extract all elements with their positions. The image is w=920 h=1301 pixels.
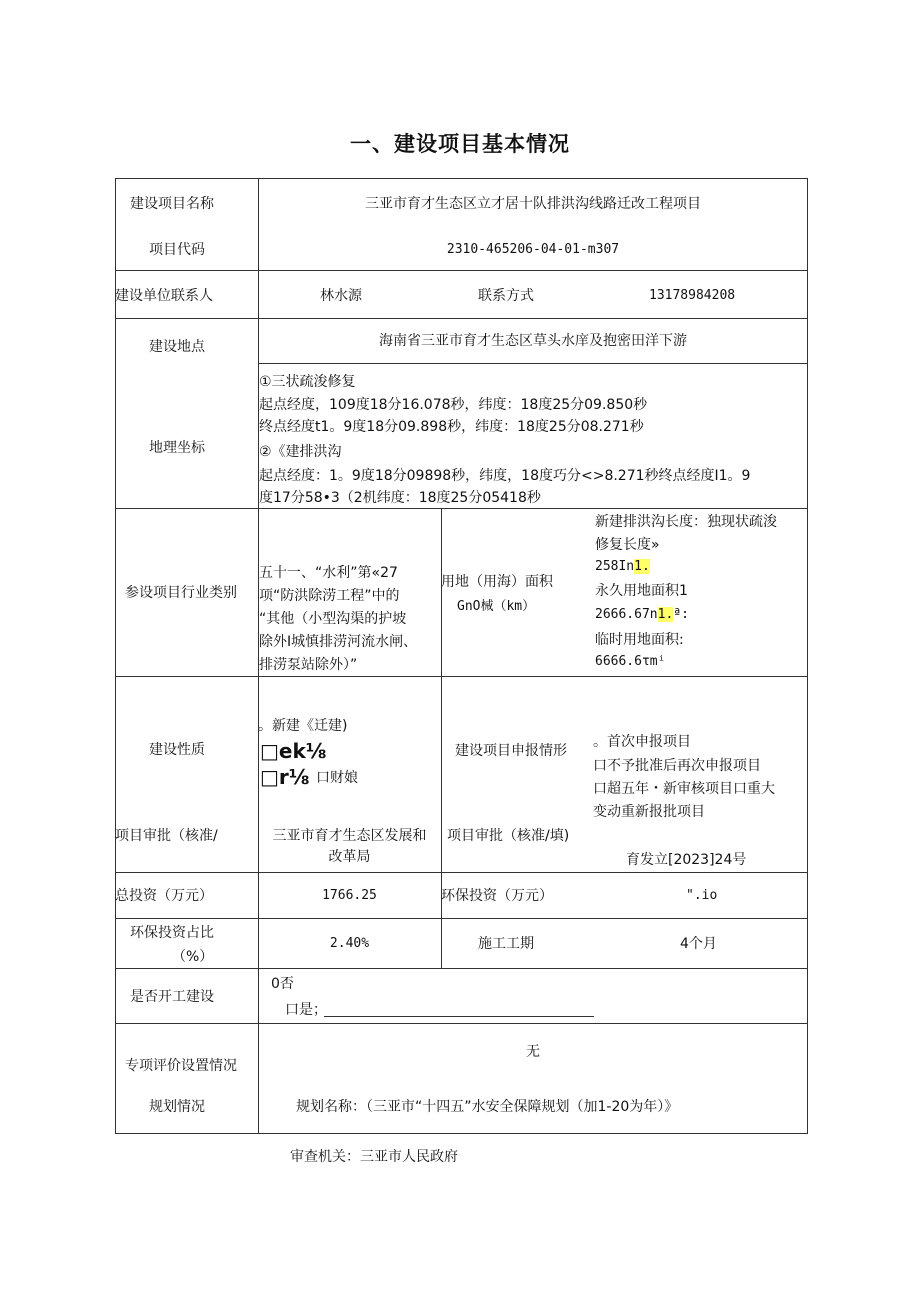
contact-phone: 13178984208 [649, 288, 736, 303]
industry-line: 项“防洪除涝工程”中的 [259, 588, 400, 604]
row-divider [115, 508, 808, 509]
land-label: 用地（用海）面积 [441, 574, 553, 590]
row-divider [115, 968, 808, 969]
coordinates-line: ②《建排洪沟 [259, 444, 342, 460]
coordinates-line: 起点经度：1。9度18分09898秒，纬度，18度巧分<>8.271秒终点经度I1。9 [259, 468, 751, 484]
ditch-value-part: 258In [595, 559, 635, 574]
env-investment-value: ".io [686, 888, 718, 903]
row-divider [115, 270, 808, 271]
project-name-value: 三亚市育才生态区立才居十队排洪沟线路迁改工程项目 [365, 196, 701, 212]
perm-value-part: 2666.67n [595, 607, 658, 622]
ditch-value-highlight: 1. [634, 559, 650, 574]
location-value: 海南省三亚市育才生态区草头水庠及抱密田洋下游 [379, 333, 687, 349]
nature-line: □r⅛ [260, 765, 310, 789]
contact-method-label: 联系方式 [478, 288, 534, 304]
started-label: 是否开工建设 [130, 989, 214, 1005]
approval-label: 项目审批（核准/ [115, 828, 218, 844]
project-code-value: 2310-465206-04-01-m307 [446, 242, 620, 257]
nature-line: □ek⅛ [260, 739, 327, 763]
coordinates-line: ①三状疏浚修复 [259, 374, 356, 390]
planning-value: 规划名称：（三亚市“十四五”水安全保障规划（加1-20为年）》 [296, 1099, 679, 1115]
blank-underline [324, 1016, 594, 1017]
location-label: 建设地点 [149, 339, 205, 355]
project-name-label: 建设项目名称 [130, 196, 214, 212]
row-divider [115, 872, 808, 873]
project-code-label: 项目代码 [149, 242, 205, 258]
declaration-line: 口不予批准后再次申报项目 [593, 758, 761, 774]
period-label: 施工工期 [478, 936, 534, 952]
approval-doc-label: 项目审批（核准/填) [447, 828, 570, 844]
industry-line: “其他（小型沟渠的护坡 [259, 611, 407, 627]
special-eval-value: 无 [526, 1044, 540, 1060]
ratio-label-unit: （%） [172, 949, 214, 965]
row-divider [115, 918, 808, 919]
declaration-line: 口超五年・新审核项目口重大 [593, 781, 775, 797]
nature-label: 建设性质 [149, 742, 205, 758]
nature-line: 口财娘 [316, 770, 358, 786]
ratio-label: 环保投资占比 [130, 925, 214, 941]
page-title: 一、建设项目基本情况 [350, 132, 570, 156]
declaration-line: 。首次申报项目 [593, 734, 691, 750]
ratio-value: 2.40% [329, 936, 370, 951]
period-value: 4个月 [680, 936, 717, 952]
industry-label: 参设项目行业类别 [125, 585, 237, 601]
coordinates-label: 地理坐标 [149, 440, 205, 456]
investment-label: 总投资（万元） [115, 888, 213, 904]
permanent-land-label: 永久用地面积1 [595, 583, 688, 599]
row-divider [258, 363, 808, 364]
row-divider [115, 318, 808, 319]
ditch-length-label: 新建排洪沟长度：独现状疏浚 [595, 514, 777, 530]
approval-doc-value: 育发立[2023]24号 [626, 852, 747, 868]
row-divider [115, 676, 808, 677]
ditch-length-label-2: 修复长度» [595, 537, 660, 553]
declaration-label: 建设项目申报情形 [455, 743, 567, 759]
special-eval-label: 专项评价设置情况 [125, 1058, 237, 1074]
env-investment-label: 环保投资（万元） [441, 888, 553, 904]
land-unit: GnO械（km） [457, 599, 536, 614]
coordinates-line: 起点经度，109度18分16.078秒，纬度：18度25分09.850秒 [259, 397, 648, 413]
investment-value: 1766.25 [322, 888, 377, 903]
started-no-option: 0否 [271, 976, 294, 992]
row-divider [115, 1023, 808, 1024]
ditch-length-value [595, 557, 650, 577]
planning-label: 规划情况 [149, 1099, 205, 1115]
approval-dept-line: 改革局 [328, 849, 371, 865]
contact-name: 林水源 [320, 288, 362, 304]
approval-dept-line: 三亚市育才生态区发展和 [272, 828, 427, 844]
review-authority: 审查机关：三亚市人民政府 [290, 1149, 458, 1165]
industry-line: 除外I城慎排涝河流水闸、 [259, 634, 418, 650]
nature-line: 。新建《迁建) [258, 718, 348, 734]
industry-line: 五十一、“水利”第«27 [259, 565, 398, 581]
coordinates-line: 度17分58•3（2机纬度：18度25分05418秒 [259, 490, 541, 506]
permanent-land-value [595, 605, 689, 625]
started-yes-option: 口是； [285, 1002, 327, 1018]
perm-value-suffix: ª: [673, 607, 689, 622]
industry-line: 排涝泵站除外）” [259, 657, 358, 673]
temporary-land-label: 临时用地面积: [595, 632, 684, 648]
temporary-land-value: 6666.6τmⁱ [595, 654, 666, 669]
contact-label: 建设单位联系人 [115, 288, 213, 304]
perm-value-highlight: 1. [657, 607, 674, 622]
coordinates-line: 终点经度t1。9度18分09.898秒，纬度：18度25分08.271秒 [259, 419, 644, 435]
info-table [115, 178, 808, 1134]
declaration-line: 变动重新报批项目 [593, 804, 705, 820]
